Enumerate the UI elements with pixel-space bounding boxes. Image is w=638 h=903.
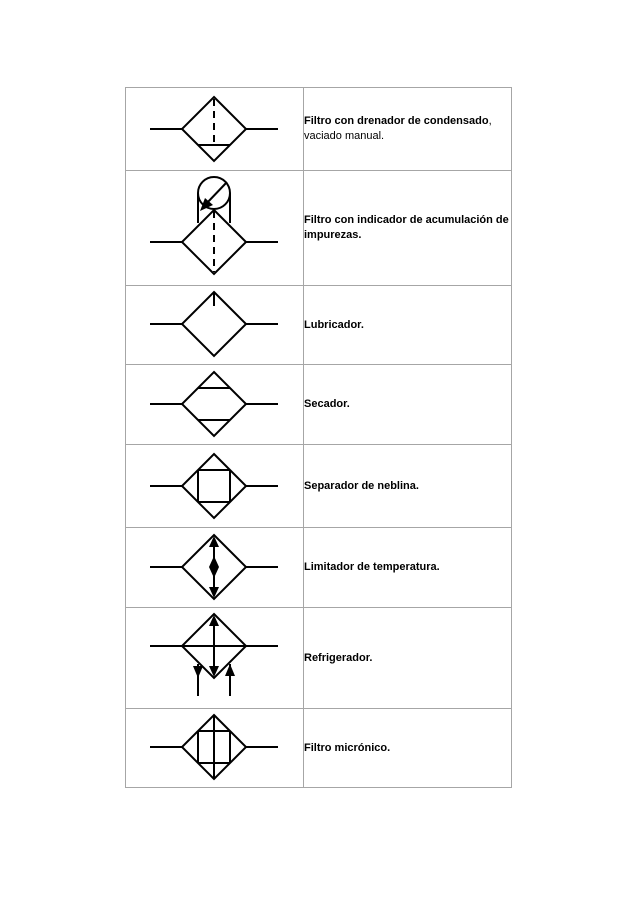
symbol-cell (126, 286, 304, 365)
filter-contamination-indicator-icon (126, 171, 303, 285)
mist-separator-icon (126, 445, 303, 527)
table-row (126, 528, 512, 608)
table-row (126, 445, 512, 528)
description-cell (304, 445, 512, 528)
symbol-name: Filtro micrónico. (304, 741, 391, 754)
symbol-name: Refrigerador. (304, 651, 373, 664)
table-row (126, 709, 512, 788)
symbol-name: Filtro con drenador de condensado (304, 115, 489, 127)
symbol-cell (126, 171, 304, 286)
table-row (126, 88, 512, 171)
dryer-icon (126, 365, 303, 444)
table-row (126, 286, 512, 365)
symbol-cell (126, 528, 304, 608)
symbol-name: Secador. (304, 398, 350, 410)
cooler-icon (126, 608, 303, 708)
symbol-name: Filtro con indicador de acumulación de impurezas. (304, 214, 509, 241)
symbol-cell (126, 709, 304, 788)
symbol-name: Lubricador. (304, 318, 364, 331)
filter-manual-drain-icon (126, 88, 303, 170)
description-cell (304, 365, 512, 445)
description-cell (304, 528, 512, 608)
description-cell (304, 88, 512, 171)
lubricator-icon (126, 286, 303, 364)
table-row (126, 365, 512, 445)
table-row (126, 171, 512, 286)
table-row (126, 608, 512, 709)
description-cell (304, 709, 512, 788)
micronic-filter-icon (126, 709, 303, 787)
description-cell (304, 608, 512, 709)
symbol-note: , vaciado manual. (304, 115, 492, 142)
temperature-limiter-icon (126, 528, 303, 607)
symbol-name: Limitador de temperatura. (304, 561, 440, 573)
description-cell (304, 171, 512, 286)
symbol-cell (126, 608, 304, 709)
symbols-table (125, 87, 512, 788)
symbol-cell (126, 445, 304, 528)
description-cell (304, 286, 512, 365)
symbol-cell (126, 88, 304, 171)
symbol-cell (126, 365, 304, 445)
symbol-name: Separador de neblina. (304, 479, 419, 492)
